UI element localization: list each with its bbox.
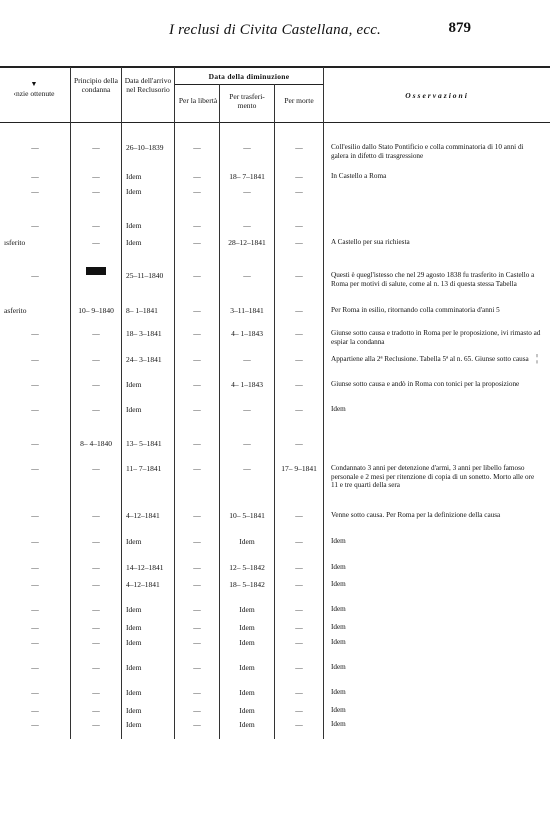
table-cell: —: [295, 238, 303, 247]
table-cell: Idem: [239, 605, 255, 614]
table-cell: —: [193, 623, 201, 632]
group-header-rule: [174, 84, 323, 85]
table-cell: —: [295, 329, 303, 338]
table-cell: —: [31, 638, 39, 647]
observation-note: Venne sotto causa. Per Roma per la definizione della causa: [331, 511, 501, 519]
table-cell: —: [193, 511, 201, 520]
table-cell: 24– 3–1841: [126, 355, 162, 364]
table-cell: 18– 7–1841: [229, 172, 265, 181]
table-cell: —: [193, 537, 201, 546]
table-cell: —: [193, 605, 201, 614]
table-cell: —: [295, 605, 303, 614]
header-bottom-rule: [0, 122, 550, 123]
observation-note: Giunse sotto causa e andò in Roma con tonici per la proposizione: [331, 380, 520, 388]
table-cell: —: [243, 464, 251, 473]
observation-note: Idem: [331, 580, 346, 588]
table-cell: Idem: [126, 720, 142, 729]
table-cell: 8– 4–1840: [80, 439, 112, 448]
column-divider: [174, 67, 175, 739]
observation-note: Appartiene alla 2ª Reclusione. Tabella 5ª al n. 65. Giunse sotto causa: [331, 355, 529, 363]
column-divider: [274, 84, 275, 739]
table-cell: —: [295, 172, 303, 181]
table-cell: 10– 5–1841: [229, 511, 265, 520]
page-number: 879: [448, 20, 471, 36]
table-cell: —: [243, 187, 251, 196]
table-cell: —: [31, 439, 39, 448]
table-cell: —: [295, 405, 303, 414]
table-cell: Idem: [126, 706, 142, 715]
table-cell: 3–11–1841: [230, 306, 264, 315]
table-top-rule: [0, 66, 550, 68]
table-cell: —: [92, 638, 100, 647]
observation-note: Idem: [331, 663, 346, 671]
table-cell: —: [295, 271, 303, 280]
table-cell: —: [31, 706, 39, 715]
table-cell: —: [193, 439, 201, 448]
table-cell: —: [193, 663, 201, 672]
table-cell: —: [193, 306, 201, 315]
table-cell: Idem: [126, 537, 142, 546]
table-cell: —: [193, 720, 201, 729]
table-cell: —: [31, 537, 39, 546]
table-cell: 4–12–1841: [126, 511, 160, 520]
table-cell: 10– 9–1840: [78, 306, 114, 315]
observation-note: Idem: [331, 706, 346, 714]
table-cell: —: [243, 405, 251, 414]
table-cell: 18– 3–1841: [126, 329, 162, 338]
column-divider: [121, 67, 122, 739]
table-cell: —: [243, 355, 251, 364]
table-cell: —: [31, 355, 39, 364]
table-cell: Idem: [239, 638, 255, 647]
table-cell: —: [92, 688, 100, 697]
table-cell: —: [92, 706, 100, 715]
column-header-principio: Principio della condanna: [74, 76, 118, 94]
table-cell: Idem: [126, 221, 142, 230]
table-cell: 4– 1–1843: [231, 380, 263, 389]
observation-note: Idem: [331, 720, 346, 728]
table-cell: Idem: [126, 238, 142, 247]
column-header-per-liberta: Per la libertà: [178, 96, 218, 105]
observation-note: Idem: [331, 623, 346, 631]
observation-note: Questi è quegl'istesso che nel 29 agosto 1838 fu trasferito in Castello a Roma per motivi di salute, come al n. 13 di questa stessa Tabella: [331, 271, 535, 288]
table-cell: 4– 1–1843: [231, 329, 263, 338]
table-cell: —: [31, 271, 39, 280]
table-cell: Idem: [126, 187, 142, 196]
table-cell: 13– 5–1841: [126, 439, 162, 448]
table-cell: —: [31, 580, 39, 589]
table-cell: —: [92, 329, 100, 338]
table-cell: —: [31, 380, 39, 389]
table-cell: 11– 7–1841: [126, 464, 162, 473]
table-cell: —: [31, 464, 39, 473]
table-cell: —: [92, 580, 100, 589]
table-cell: —: [31, 563, 39, 572]
table-cell: —: [193, 706, 201, 715]
table-cell: —: [92, 238, 100, 247]
observation-note: In Castello a Roma: [331, 172, 387, 180]
table-cell: Idem: [126, 605, 142, 614]
table-cell: Idem: [126, 638, 142, 647]
observation-note: Idem: [331, 638, 346, 646]
table-cell: —: [31, 221, 39, 230]
table-cell: Idem: [126, 688, 142, 697]
table-cell: —: [193, 638, 201, 647]
table-cell: —: [92, 355, 100, 364]
observation-note: Idem: [331, 688, 346, 696]
table-cell: —: [193, 187, 201, 196]
table-cell: —: [193, 355, 201, 364]
column-header-data-arrivo: Data dell'arrivo nel Reclusorio: [124, 76, 172, 94]
table-cell: —: [295, 221, 303, 230]
table-cell: —: [92, 663, 100, 672]
table-cell: —: [193, 172, 201, 181]
table-cell: —: [295, 706, 303, 715]
table-cell: —: [295, 563, 303, 572]
observation-note: Idem: [331, 605, 346, 613]
table-cell: —: [92, 563, 100, 572]
table-cell: —: [295, 537, 303, 546]
table-cell: —: [193, 563, 201, 572]
table-cell: —: [243, 221, 251, 230]
column-header-per-trasferimento: Per trasferi- mento: [229, 92, 265, 110]
table-cell: —: [193, 221, 201, 230]
table-cell: Idem: [239, 706, 255, 715]
observation-note: Idem: [331, 537, 346, 545]
column-header-osservazioni: Osservazioni: [405, 91, 469, 100]
table-cell: —: [193, 464, 201, 473]
table-cell: Idem: [239, 720, 255, 729]
table-cell: —: [243, 439, 251, 448]
table-cell: —: [295, 439, 303, 448]
table-cell: —: [31, 172, 39, 181]
table-cell: —: [295, 511, 303, 520]
table-cell: —: [92, 464, 100, 473]
table-cell: —: [31, 663, 39, 672]
table-cell: 28–12–1841: [228, 238, 266, 247]
table-cell: —: [193, 688, 201, 697]
column-group-diminuzione: Data della diminuzione: [208, 72, 290, 81]
table-cell: —: [243, 143, 251, 152]
table-cell: —: [193, 238, 201, 247]
table-cell: Idem: [126, 405, 142, 414]
table-cell: 4–12–1841: [126, 580, 160, 589]
table-cell: —: [193, 380, 201, 389]
table-cell: —: [31, 143, 39, 152]
table-cell: —: [92, 187, 100, 196]
table-cell: —: [193, 143, 201, 152]
table-cell: —: [92, 720, 100, 729]
table-cell: 17– 9–1841: [281, 464, 317, 473]
table-cell: —: [92, 143, 100, 152]
observation-note: Condannato 3 anni per detenzione d'armi, 3 anni per libello famoso personale e 2 mesi per ritenzione di copia di un sonetto. Morto alle ore 11 e tre quarti della sera: [331, 464, 535, 490]
table-cell: —: [243, 271, 251, 280]
table-cell: —: [31, 187, 39, 196]
table-cell: —: [295, 720, 303, 729]
margin-mark: ¦: [536, 353, 539, 364]
table-cell: —: [295, 688, 303, 697]
header-marker-icon: ▼: [30, 80, 38, 88]
table-cell: 25–11–1840: [126, 271, 164, 280]
table-cell: —: [92, 511, 100, 520]
table-cell: —: [295, 143, 303, 152]
table-cell: Idem: [239, 537, 255, 546]
table-cell: —: [92, 221, 100, 230]
table-cell: Idem: [126, 623, 142, 632]
table-cell: —: [193, 329, 201, 338]
table-cell: 12– 5–1842: [229, 563, 265, 572]
table-cell: —: [31, 405, 39, 414]
table-cell: Idem: [239, 623, 255, 632]
observation-note: Coll'esilio dallo Stato Pontificio e colla comminatoria di 10 anni di galera in difetto di trasgressione: [331, 143, 524, 160]
table-cell: —: [193, 580, 201, 589]
table-cell: —: [92, 380, 100, 389]
table-cell: —: [92, 405, 100, 414]
table-cell: —: [31, 605, 39, 614]
table-cell: —: [295, 623, 303, 632]
table-cell: —: [31, 688, 39, 697]
column-header-concessions: ▼ ‹nzie ottenute: [0, 80, 68, 98]
table-cell: —: [295, 306, 303, 315]
table-cell: Idem: [126, 172, 142, 181]
table-cell: —: [31, 623, 39, 632]
table-cell: —: [295, 663, 303, 672]
observation-note: Giunse sotto causa e tradotto in Roma per le proposizione, ivi rimasto ad espiar la condanna: [331, 329, 541, 346]
running-title: I reclusi di Civita Castellana, ecc.: [168, 22, 382, 38]
table-cell: Idem: [126, 380, 142, 389]
table-cell: —: [92, 172, 100, 181]
column-divider: [219, 84, 220, 739]
table-cell: 14–12–1841: [126, 563, 164, 572]
column-divider: [70, 67, 71, 739]
table-cell: 8– 1–1841: [126, 306, 158, 315]
table-cell: —: [295, 187, 303, 196]
table-cell: asferito: [4, 306, 27, 315]
table-cell: Idem: [239, 663, 255, 672]
ink-blot: [86, 267, 106, 275]
column-header-per-morte: Per morte: [284, 96, 314, 105]
table-cell: Idem: [126, 663, 142, 672]
table-cell: 18– 5–1842: [229, 580, 265, 589]
table-cell: —: [193, 405, 201, 414]
table-cell: 26–10–1839: [126, 143, 164, 152]
table-cell: —: [31, 720, 39, 729]
table-cell: —: [295, 380, 303, 389]
table-cell: —: [92, 537, 100, 546]
observation-note: Per Roma in esilio, ritornando colla comminatoria d'anni 5: [331, 306, 500, 314]
table-cell: —: [92, 605, 100, 614]
observation-note: A Castello per sua richiesta: [331, 238, 410, 246]
column-divider: [323, 67, 324, 739]
table-cell: —: [31, 511, 39, 520]
observation-note: Idem: [331, 405, 346, 413]
table-cell: —: [295, 355, 303, 364]
table-cell: Idem: [239, 688, 255, 697]
table-cell: —: [193, 271, 201, 280]
table-cell: —: [92, 623, 100, 632]
table-cell: ısferito: [4, 238, 26, 247]
table-cell: —: [31, 329, 39, 338]
observation-note: Idem: [331, 563, 346, 571]
table-cell: —: [295, 638, 303, 647]
table-cell: —: [295, 580, 303, 589]
